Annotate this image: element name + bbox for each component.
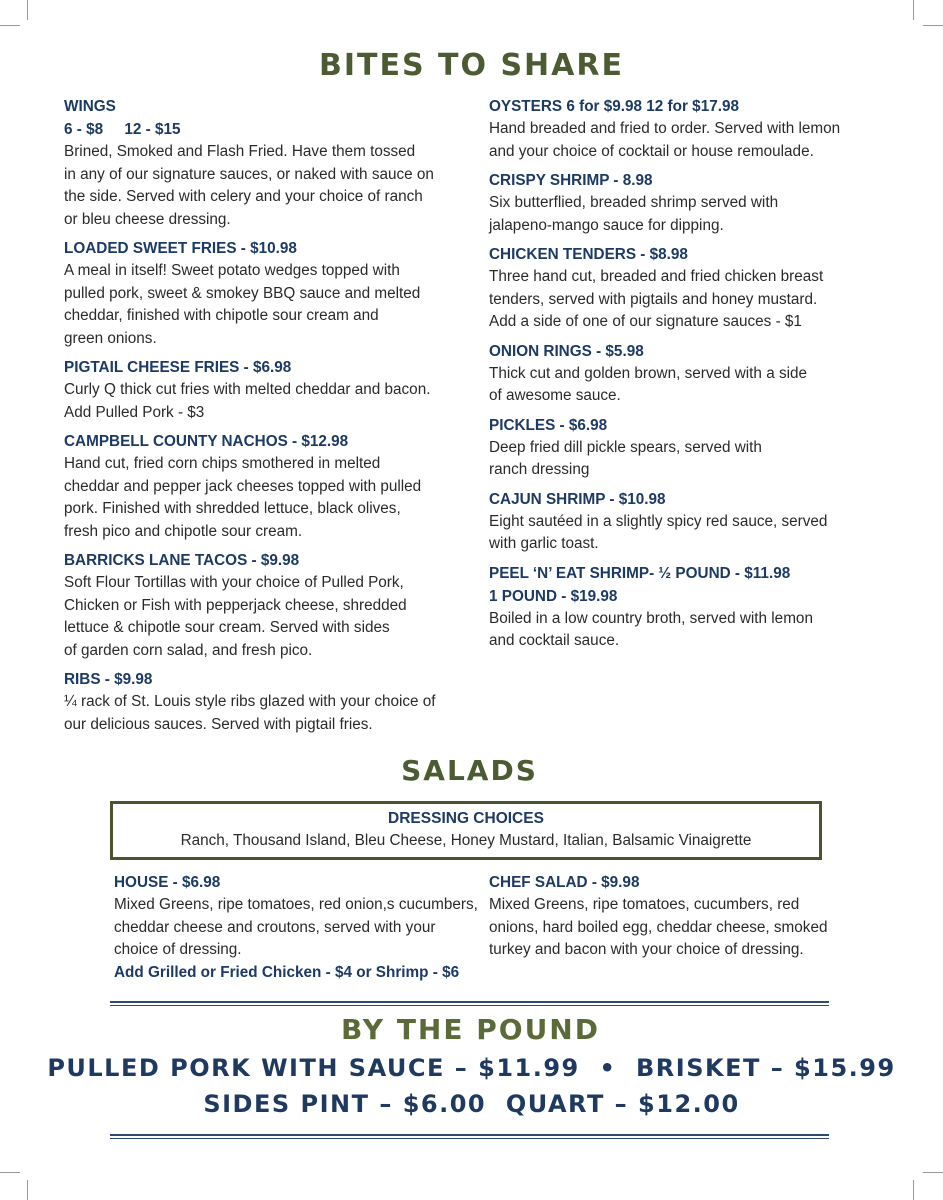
bites-left-column bbox=[64, 95, 464, 742]
menu-item-pickles bbox=[489, 414, 909, 482]
menu-item-wings bbox=[64, 95, 464, 231]
crop-mark bbox=[923, 25, 943, 26]
item-name: CAMPBELL COUNTY NACHOS - $12.98 bbox=[64, 433, 349, 450]
item-description: Thick cut and golden brown, served with a side of awesome sauce. bbox=[489, 364, 808, 404]
item-name: PEEL ‘N’ EAT SHRIMP- ½ POUND - $11.98 bbox=[489, 564, 791, 582]
item-name: ONION RINGS - $5.98 bbox=[489, 342, 644, 360]
item-name: PICKLES - $6.98 bbox=[489, 416, 608, 434]
menu-item-pigtail-cheese-fries bbox=[64, 356, 464, 424]
dressing-choices-list: Ranch, Thousand Island, Bleu Cheese, Honey Mustard, Italian, Balsamic Vinaigrette bbox=[180, 832, 752, 849]
menu-item-barricks-lane-tacos bbox=[64, 549, 464, 662]
item-name: CHEF SALAD - $9.98 bbox=[489, 874, 640, 891]
salad-chef bbox=[489, 871, 889, 962]
item-name: OYSTERS 6 for $9.98 12 for $17.98 bbox=[489, 98, 739, 115]
pound-prices-line-2: SIDES PINT – $6.00 QUART – $12.00 bbox=[203, 1090, 740, 1118]
item-description: Mixed Greens, ripe tomatoes, red onion,s cucumbers, cheddar cheese and croutons, served with your choice of dressing. bbox=[114, 896, 478, 958]
item-description: Three hand cut, breaded and fried chicken breast tenders, served with pigtails and honey mustard. Add a side of one of our signature sauces - $1 bbox=[489, 268, 824, 330]
menu-item-campbell-county-nachos bbox=[64, 430, 464, 543]
menu-item-cajun-shrimp bbox=[489, 488, 909, 556]
salad-addon: Add Grilled or Fried Chicken - $4 or Shrimp - $6 bbox=[114, 963, 460, 981]
item-description: Six butterflied, breaded shrimp served with jalapeno-mango sauce for dipping. bbox=[489, 194, 779, 234]
pound-prices-line-1: PULLED PORK WITH SAUCE – $11.99 • BRISKET – $15.99 bbox=[47, 1054, 896, 1082]
menu-item-loaded-sweet-fries bbox=[64, 237, 464, 350]
salads-section-title: SALADS bbox=[401, 754, 538, 787]
crop-mark bbox=[0, 25, 20, 26]
menu-item-onion-rings bbox=[489, 340, 909, 408]
item-name: CHICKEN TENDERS - $8.98 bbox=[489, 246, 688, 263]
item-description: Eight sautéed in a slightly spicy red sauce, served with garlic toast. bbox=[489, 512, 828, 552]
item-description: Mixed Greens, ripe tomatoes, cucumbers, red onions, hard boiled egg, cheddar cheese, smoked turkey and bacon with your choice of dressing. bbox=[489, 896, 828, 958]
crop-mark bbox=[913, 1180, 914, 1200]
divider-top bbox=[110, 1001, 829, 1006]
item-price-line: 1 POUND - $19.98 bbox=[489, 587, 618, 605]
divider-bottom bbox=[110, 1134, 829, 1139]
item-name: HOUSE - $6.98 bbox=[114, 874, 221, 891]
menu-item-chicken-tenders bbox=[489, 243, 909, 334]
item-name: RIBS - $9.98 bbox=[64, 671, 153, 688]
item-description: Hand cut, fried corn chips smothered in melted cheddar and pepper jack cheeses topped with pulled pork. Finished with shredded lettuce, black olives, fresh pico and chipotle sour cream. bbox=[64, 455, 422, 540]
dressing-choices-box bbox=[110, 801, 822, 860]
item-name: BARRICKS LANE TACOS - $9.98 bbox=[64, 552, 300, 569]
item-description: A meal in itself! Sweet potato wedges topped with pulled pork, sweet & smokey BBQ sauce and melted cheddar, finished with chipotle sour cream and green onions. bbox=[64, 262, 421, 347]
item-name: LOADED SWEET FRIES - $10.98 bbox=[64, 240, 297, 257]
item-description: Curly Q thick cut fries with melted cheddar and bacon. Add Pulled Pork - $3 bbox=[64, 381, 431, 421]
menu-item-ribs bbox=[64, 668, 464, 736]
crop-mark bbox=[27, 1180, 28, 1200]
item-description: Hand breaded and fried to order. Served with lemon and your choice of cocktail or house remoulade. bbox=[489, 120, 841, 160]
crop-mark bbox=[27, 0, 28, 20]
item-name: CAJUN SHRIMP - $10.98 bbox=[489, 490, 666, 508]
menu-item-crispy-shrimp bbox=[489, 169, 909, 237]
item-description: Soft Flour Tortillas with your choice of Pulled Pork, Chicken or Fish with pepperjack cheese, shredded lettuce & chipotle sour cream. Served with sides of garden corn salad, and fresh pico. bbox=[64, 574, 407, 659]
dressing-choices-title: DRESSING CHOICES bbox=[388, 810, 544, 827]
menu-item-oysters bbox=[489, 95, 909, 163]
crop-mark bbox=[913, 0, 914, 20]
item-description: Boiled in a low country broth, served with lemon and cocktail sauce. bbox=[489, 609, 813, 649]
item-description: ¼ rack of St. Louis style ribs glazed with your choice of our delicious sauces. Served with pigtail fries. bbox=[64, 693, 436, 733]
item-description: Deep fried dill pickle spears, served with ranch dressing bbox=[489, 438, 762, 478]
crop-mark bbox=[0, 1172, 20, 1173]
menu-item-peel-n-eat-shrimp bbox=[489, 562, 909, 653]
item-description: Brined, Smoked and Flash Fried. Have them tossed in any of our signature sauces, or naked with sauce on the side. Served with celery and your choice of ranch or bleu cheese dressing. bbox=[64, 143, 434, 228]
bites-right-column bbox=[489, 95, 909, 659]
item-price-line: 6 - $8 12 - $15 bbox=[64, 121, 181, 138]
salad-house bbox=[114, 871, 484, 984]
item-name: PIGTAIL CHEESE FRIES - $6.98 bbox=[64, 359, 292, 376]
by-the-pound-title: BY THE POUND bbox=[341, 1013, 600, 1046]
bites-section-title: BITES TO SHARE bbox=[319, 48, 624, 83]
crop-mark bbox=[923, 1172, 943, 1173]
item-name: CRISPY SHRIMP - 8.98 bbox=[489, 172, 653, 189]
item-name: WINGS bbox=[64, 98, 116, 115]
